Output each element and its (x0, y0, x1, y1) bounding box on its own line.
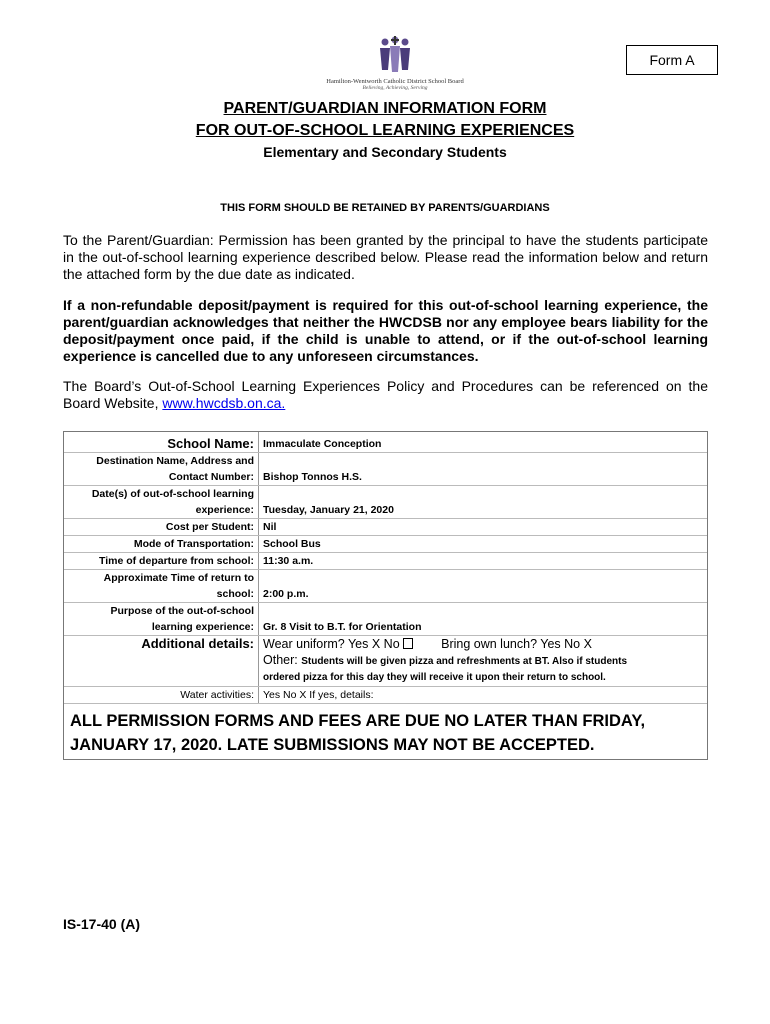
departure-value: 11:30 a.m. (259, 552, 708, 569)
other-label: Other: (263, 652, 302, 667)
destination-label (64, 452, 259, 485)
cost-label: Cost per Student: (64, 518, 259, 535)
board-logo-icon (372, 36, 418, 76)
return-value: 2:00 p.m. (259, 569, 708, 602)
return-label-line1: Approximate Time of return to (103, 571, 254, 584)
uniform-lunch-line (263, 636, 703, 652)
liability-paragraph: If a non-refundable deposit/payment is required for this out-of-school learning experience, the parent/guardian acknowledges that neither the HWCDSB nor any employee bears liability for the deposit/payment once paid, if the child is unable to attend, or if the out-of-school learning experience is cancelled due to any unforeseen circumstances. (63, 297, 708, 364)
date-value: Tuesday, January 21, 2020 (259, 485, 708, 518)
board-website-link[interactable]: www.hwcdsb.on.ca. (162, 395, 286, 411)
additional-details-label: Additional details: (64, 635, 259, 686)
uniform-question: Wear uniform? Yes X No (263, 636, 404, 651)
destination-label-line2: Contact Number: (168, 470, 254, 483)
form-title-line2: FOR OUT-OF-SCHOOL LEARNING EXPERIENCES (195, 122, 575, 139)
uniform-no-checkbox[interactable] (403, 638, 413, 649)
board-name: Hamilton-Wentworth Catholic District School Board (326, 78, 464, 85)
form-code: IS-17-40 (A) (63, 916, 141, 932)
intro-paragraph: To the Parent/Guardian: Permission has been granted by the principal to have the students participate in the out-of-school learning experience described below. Please read the information below and return the attached form by the due date as indicated. (63, 232, 708, 282)
date-label-line2: experience: (195, 503, 254, 516)
other-value-line2: ordered pizza for this day they will receive it upon their return to school. (263, 671, 606, 683)
transport-value: School Bus (259, 535, 708, 552)
date-label-line1: Date(s) of out-of-school learning (91, 487, 254, 500)
purpose-label (64, 602, 259, 635)
trip-details-table (64, 432, 707, 704)
other-value-line1: Students will be given pizza and refreshments at BT. Also if students (301, 655, 628, 667)
form-subtitle: Elementary and Secondary Students (263, 144, 507, 160)
deadline-notice: ALL PERMISSION FORMS AND FEES ARE DUE NO LATER THAN FRIDAY, JANUARY 17, 2020. LATE SUBMISSIONS MAY NOT BE ACCEPTED. (70, 712, 646, 754)
date-label (64, 485, 259, 518)
return-label (64, 569, 259, 602)
form-label-box: Form A (626, 45, 718, 75)
water-activities-value: Yes No X If yes, details: (259, 686, 708, 703)
return-label-line2: school: (216, 587, 254, 600)
school-name-label: School Name: (64, 432, 259, 452)
other-line-1 (263, 652, 703, 670)
school-name-value: Immaculate Conception (259, 432, 708, 452)
departure-label: Time of departure from school: (64, 552, 259, 569)
purpose-label-line2: learning experience: (151, 620, 254, 633)
form-title-line1: PARENT/GUARDIAN INFORMATION FORM (223, 100, 547, 117)
board-logo (310, 36, 480, 91)
purpose-value: Gr. 8 Visit to B.T. for Orientation (259, 602, 708, 635)
transport-label: Mode of Transportation: (64, 535, 259, 552)
trip-details-box (63, 431, 708, 760)
destination-label-line1: Destination Name, Address and (96, 454, 254, 467)
purpose-label-line1: Purpose of the out-of-school (110, 604, 254, 617)
policy-text: The Board’s Out-of-School Learning Experiences Policy and Procedures can be referenced on the Board Website, (63, 378, 708, 411)
policy-paragraph (63, 378, 708, 412)
retain-notice: THIS FORM SHOULD BE RETAINED BY PARENTS/GUARDIANS (220, 202, 550, 214)
board-tagline: Believing, Achieving, Serving (362, 85, 428, 91)
destination-value: Bishop Tonnos H.S. (259, 452, 708, 485)
water-activities-label: Water activities: (64, 686, 259, 703)
lunch-question: Bring own lunch? Yes No X (441, 636, 592, 651)
additional-details-value (259, 635, 708, 686)
cost-value: Nil (259, 518, 708, 535)
